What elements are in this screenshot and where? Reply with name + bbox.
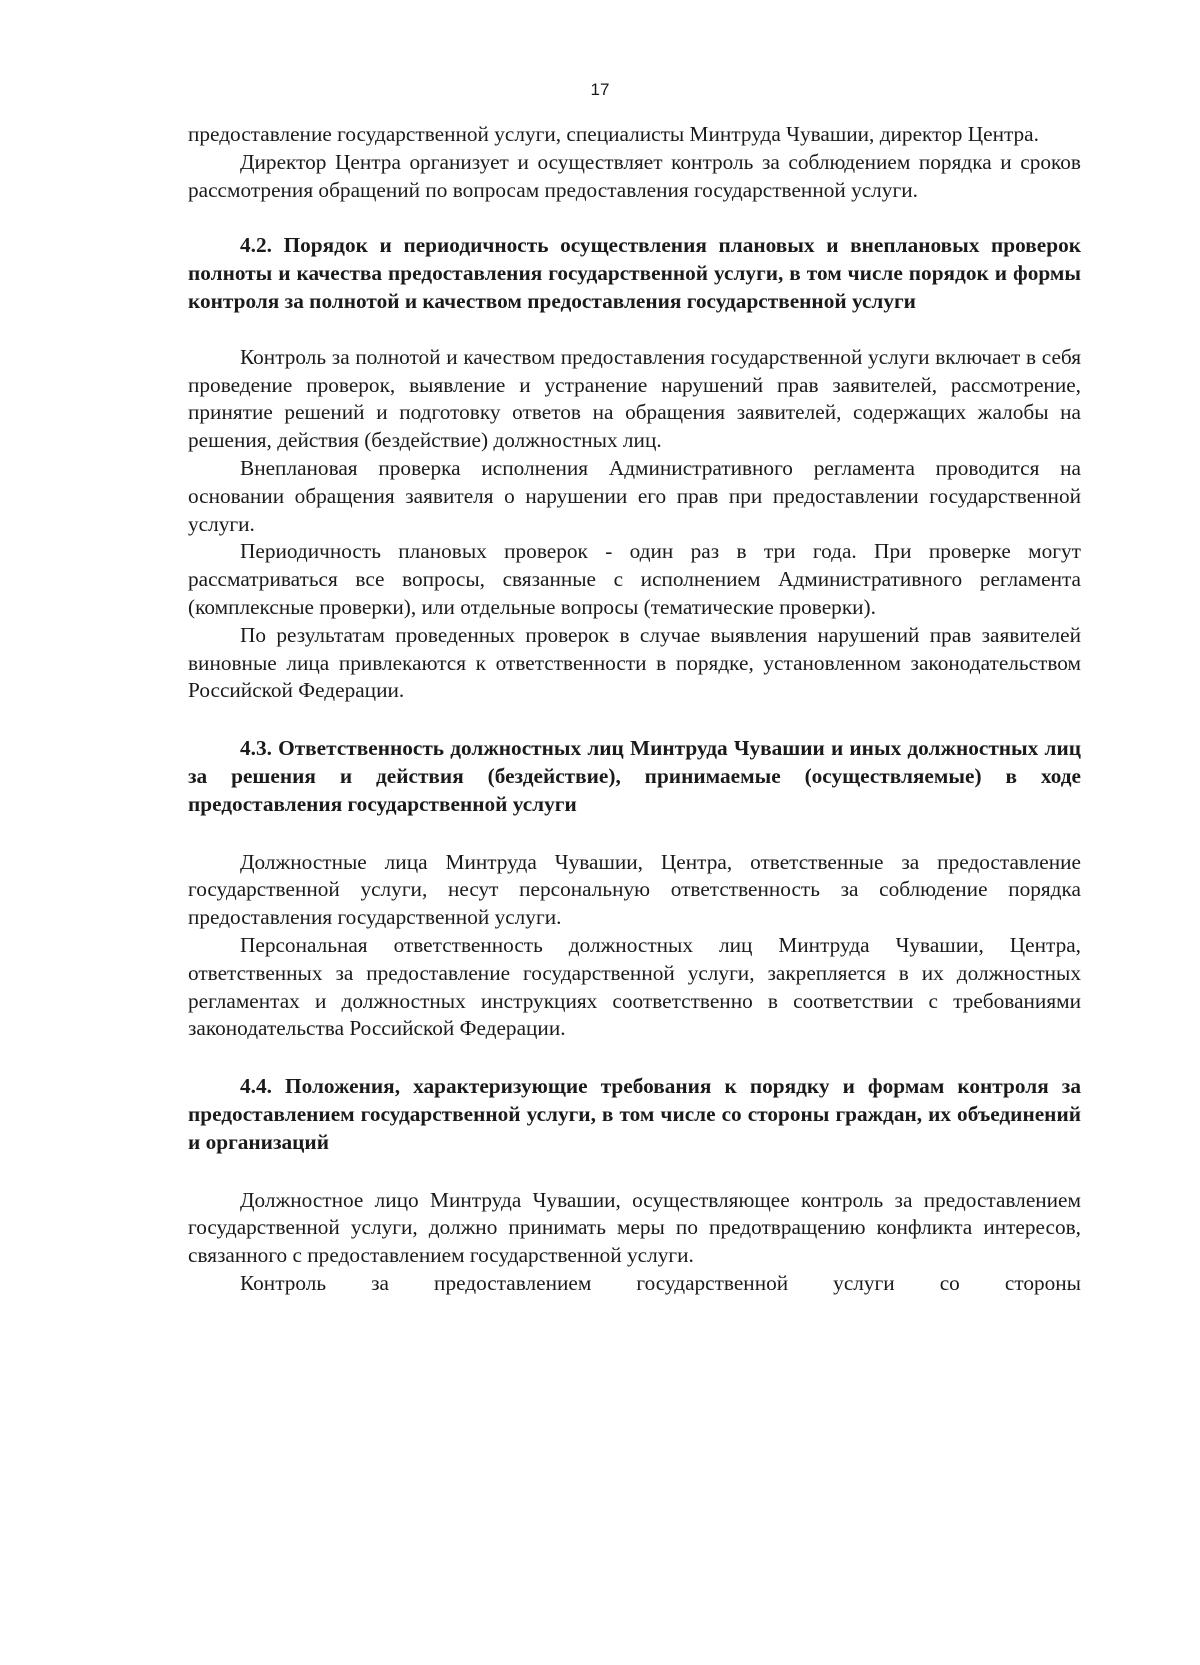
document-body — [188, 121, 1081, 1298]
section-heading-4-2: 4.2. Порядок и периодичность осуществления плановых и внеплановых проверок полноты и качества предоставления государственной услуги, в том числе порядок и формы контроля за полнотой и качеством предоставления государственной услуги — [188, 233, 1081, 313]
paragraph-conflict-of-interest: Должностное лицо Минтруда Чувашии, осуществляющее контроль за предоставлением государственной услуги, должно принимать меры по предотвращению конфликта интересов, связанного с предоставлением государственной услуги. — [188, 1187, 1081, 1268]
paragraph-unscheduled-check: Внеплановая проверка исполнения Административного регламента проводится на основании обращения заявителя о нарушении его прав при предоставлении государственной услуги. — [188, 455, 1081, 536]
section-heading-4-3: 4.3. Ответственность должностных лиц Минтруда Чувашии и иных должностных лиц за решения и действия (бездействие), принимаемые (осуществляемые) в ходе предоставления государственной услуги — [188, 736, 1081, 816]
paragraph-director-control: Директор Центра организует и осуществляет контроль за соблюдением порядка и сроков рассмотрения обращений по вопросам предоставления государственной услуги. — [188, 149, 1081, 202]
paragraph-personal-responsibility: Персональная ответственность должностных лиц Минтруда Чувашии, Центра, ответственных за предоставление государственной услуги, закрепляется в их должностных регламентах и должностных инструкциях соответственно в соответствии с требованиями законодательства Российской Федерации. — [188, 932, 1081, 1041]
page-number: 17 — [590, 80, 610, 99]
section-heading-4-4: 4.4. Положения, характеризующие требования к порядку и формам контроля за предоставлением государственной услуги, в том числе со стороны граждан, их объединений и организаций — [188, 1074, 1081, 1154]
paragraph-check-frequency: Периодичность плановых проверок - один раз в три года. При проверке могут рассматриваться все вопросы, связанные с исполнением Административного регламента (комплексные проверки), или отдельные вопросы (тематические проверки). — [188, 539, 1081, 619]
paragraph-continuation: предоставление государственной услуги, специалисты Минтруда Чувашии, директор Центра. — [188, 122, 1039, 146]
paragraph-official-responsibility: Должностные лица Минтруда Чувашии, Центра, ответственные за предоставление государственной услуги, несут персональную ответственность за соблюдение порядка предоставления государственной услуги. — [188, 849, 1081, 930]
paragraph-check-results: По результатам проведенных проверок в случае выявления нарушений прав заявителей виновные лица привлекаются к ответственности в порядке, установленном законодательством Российской Федерации. — [188, 622, 1081, 703]
paragraph-public-control: Контроль за предоставлением государственной услуги со стороны — [240, 1270, 1081, 1295]
paragraph-control-scope: Контроль за полнотой и качеством предоставления государственной услуги включает в себя проведение проверок, выявление и устранение нарушений прав заявителей, рассмотрение, принятие решений и подготовку ответов на обращения заявителей, содержащих жалобы на решения, действия (бездействие) должностных лиц. — [188, 344, 1081, 453]
